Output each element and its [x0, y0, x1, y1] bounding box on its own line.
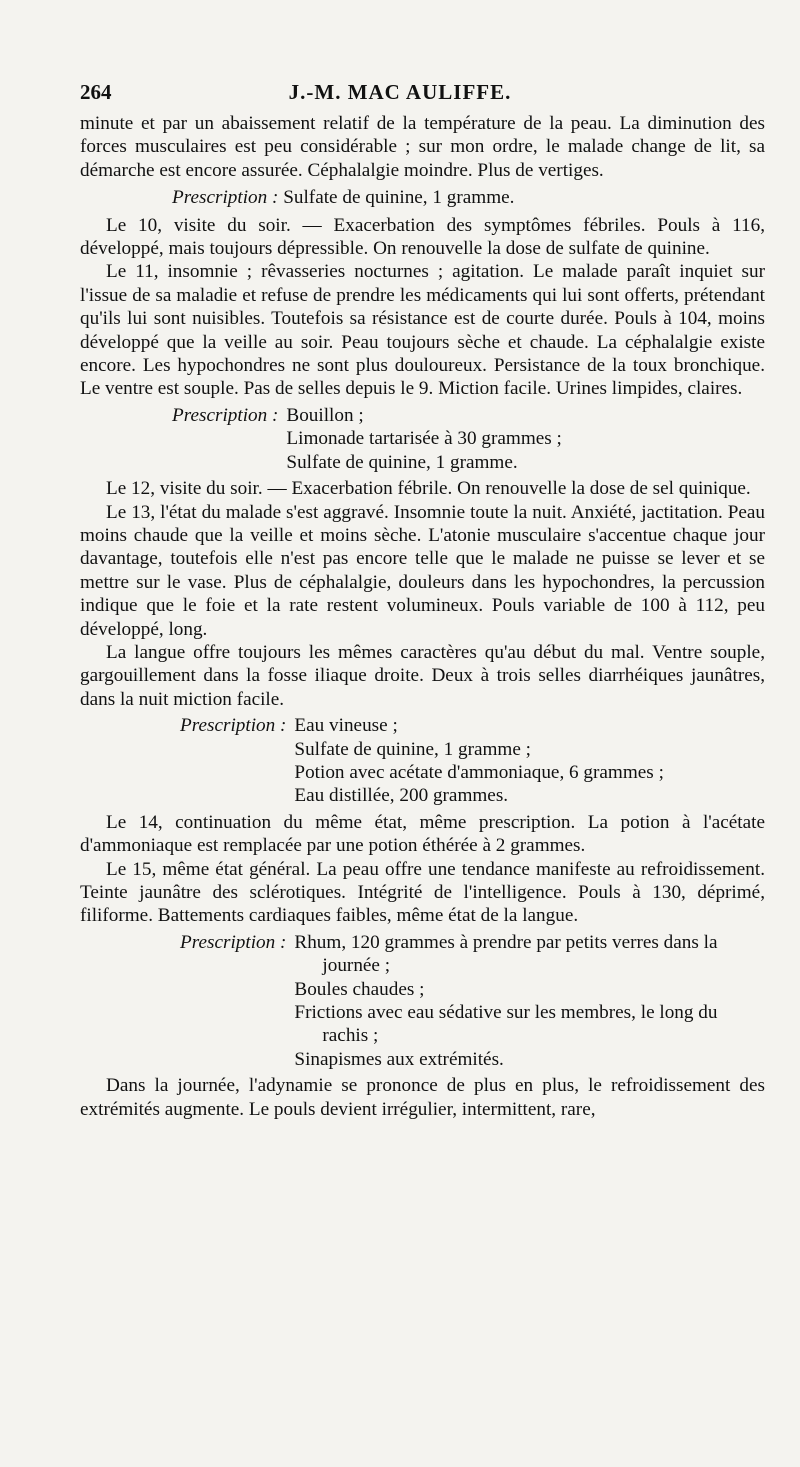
prescription-item: Rhum, 120 grammes à prendre par petits verres dans la journée ;: [294, 931, 718, 977]
paragraph-3: Le 11, insomnie ; rêvasseries nocturnes ; agitation. Le malade paraît inquiet sur l'issue de sa maladie et refuse de prendre les médicaments qui lui sont offerts, prétendant qu'ils lui sont nuisibles. Toutefois sa résistance est de courte durée. Pouls à 104, moins développé que la veille au soir. Peau toujours sèche et chaude. La céphalalgie existe encore. Les hypochondres ne sont plus douloureux. Persistance de la toux bronchique. Le ventre est souple. Pas de selles depuis le 9. Miction facile. Urines limpides, claires.: [80, 261, 765, 400]
prescription-item: Sinapismes aux extrémités.: [294, 1048, 504, 1070]
prescription-4: [180, 931, 765, 1071]
page-header: [80, 80, 720, 110]
prescription-item: Boules chaudes ;: [294, 978, 425, 1000]
prescription-label: Prescription :: [180, 715, 287, 737]
prescription-item: Potion avec acétate d'ammoniaque, 6 grammes ;: [294, 761, 664, 783]
page-body: [80, 112, 765, 1121]
prescription-item: Eau vineuse ;: [294, 715, 398, 737]
paragraph-2: Le 10, visite du soir. — Exacerbation des symptômes fébriles. Pouls à 116, développé, mais toujours dépressible. On renouvelle la dose de sulfate de quinine.: [80, 214, 765, 260]
paragraph-7: Le 14, continuation du même état, même prescription. La potion à l'acétate d'ammoniaque est remplacée par une potion éthérée à 2 grammes.: [80, 811, 765, 857]
prescription-1: [172, 186, 765, 209]
prescription-item: Bouillon ;: [286, 404, 364, 426]
paragraph-8: Le 15, même état général. La peau offre une tendance manifeste au refroidissement. Teinte jaunâtre des sclérotiques. Intégrité de l'intelligence. Pouls à 130, déprimé, filiforme. Battements cardiaques faibles, même état de la langue.: [80, 858, 765, 927]
prescription-item: Frictions avec eau sédative sur les membres, le long du rachis ;: [294, 1002, 718, 1047]
paragraph-9: Dans la journée, l'adynamie se prononce de plus en plus, le refroidissement des extrémités augmente. Le pouls devient irrégulier, intermittent, rare,: [80, 1075, 765, 1120]
prescription-item: Sulfate de quinine, 1 gramme.: [286, 451, 518, 473]
prescription-text: Sulfate de quinine, 1 gramme.: [283, 187, 515, 209]
page-number: 264: [80, 80, 112, 104]
paragraph-5: Le 13, l'état du malade s'est aggravé. Insomnie toute la nuit. Anxiété, jactitation. Peau moins chaude que la veille et moins sèche. L'atonie musculaire s'accentue chaque jour davantage, toutefois elle n'est pas encore telle que le malade ne puisse se lever et se mettre sur le vase. Plus de céphalalgie, douleurs dans les hypochondres, la percussion indique que le foie et la rate restent volumineux. Pouls variable de 100 à 112, peu développé, long.: [80, 501, 765, 640]
paragraph-6: La langue offre toujours les mêmes caractères qu'au début du mal. Ventre souple, gargouillement dans la fosse iliaque droite. Deux à trois selles diarrhéiques jaunâtres, dans la nuit miction facile.: [80, 641, 765, 710]
prescription-2: [172, 404, 765, 474]
prescription-item: Eau distillée, 200 grammes.: [294, 785, 509, 807]
prescription-3: [180, 714, 765, 808]
prescription-item: Sulfate de quinine, 1 gramme ;: [294, 738, 531, 760]
paragraph-1: minute et par un abaissement relatif de la température de la peau. La diminution des forces musculaires est peu considérable ; sur mon ordre, le malade change de lit, sa démarche est encore assurée. Céphalalgie moindre. Plus de vertiges.: [80, 113, 765, 181]
running-title: J.-M. MAC AULIFFE.: [288, 80, 512, 104]
prescription-item: Limonade tartarisée à 30 grammes ;: [286, 428, 562, 450]
prescription-label: Prescription :: [180, 931, 287, 953]
paragraph-4: Le 12, visite du soir. — Exacerbation fébrile. On renouvelle la dose de sel quinique.: [106, 478, 751, 500]
prescription-label: Prescription :: [172, 404, 279, 426]
prescription-label: Prescription :: [172, 187, 279, 209]
